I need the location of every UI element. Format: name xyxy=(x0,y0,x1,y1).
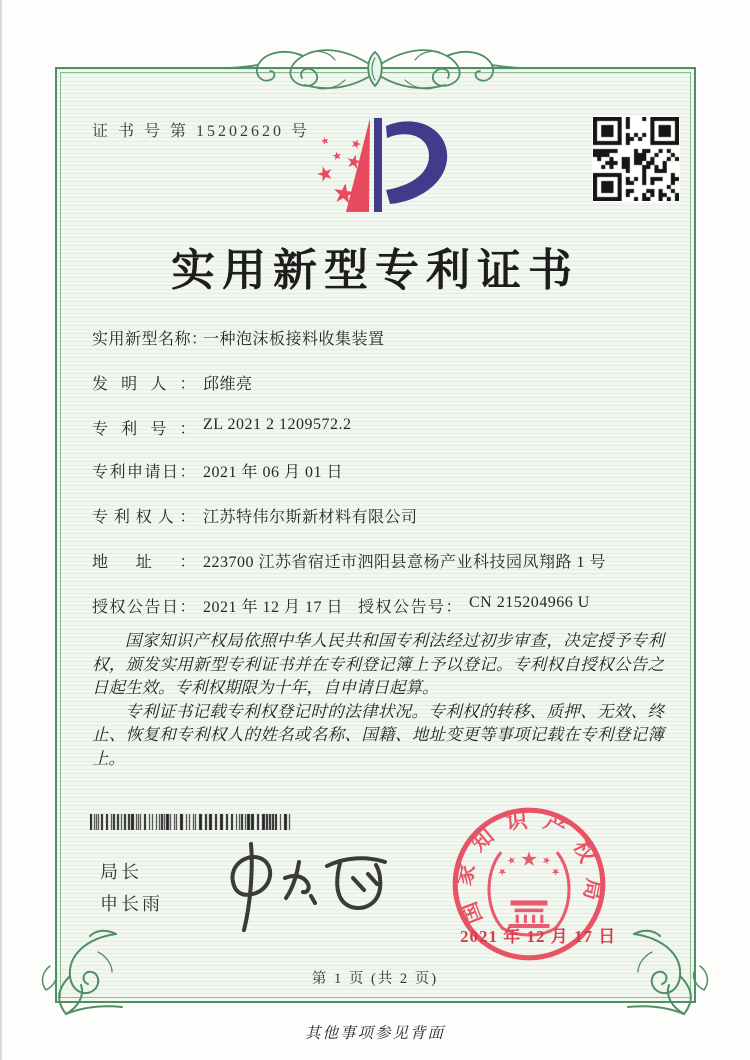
legal-paragraph-2: 专利证书记载专利权登记时的法律状况。专利权的转移、质押、无效、终止、恢复和专利权人的姓名或名称、国籍、地址变更等事项记载在专利登记簿上。 xyxy=(92,701,664,768)
field-label: 实用新型名称： xyxy=(92,331,208,348)
field-value: 邱维亮 xyxy=(203,376,253,393)
field-value: 2021 年 12 月 17 日 xyxy=(203,599,344,616)
scan-edge-shadow xyxy=(0,0,3,1060)
certificate-title: 实用新型专利证书 xyxy=(171,246,579,295)
field-label: 专利申请日： xyxy=(92,464,196,481)
field-label: 专利权人： xyxy=(92,509,196,526)
field-row-patentee xyxy=(92,504,662,527)
field-label: 授权公告号： xyxy=(358,599,462,616)
legal-paragraph-1: 国家知识产权局依照中华人民共和国专利法经过初步审查，决定授予专利权，颁发实用新型专利证书并在专利登记簿上予以登记。专利权自授权公告之日起生效。专利权期限为十年，自申请日起算。 xyxy=(92,631,664,697)
field-row-utility-model-name xyxy=(92,326,662,349)
seal-date: 2021 年 12 月 17 日 xyxy=(460,927,617,946)
cnipa-logo-icon xyxy=(298,110,460,218)
field-row-patent-number xyxy=(92,416,662,439)
field-value: 2021 年 06 月 01 日 xyxy=(203,464,344,481)
commissioner-signature-icon xyxy=(215,836,400,938)
page-indicator: 第 1 页 (共 2 页) xyxy=(311,971,439,987)
field-row-inventor xyxy=(92,371,662,394)
field-label: 地址： xyxy=(92,554,196,571)
seal-agency-text: 国家知识产权局 xyxy=(451,807,607,928)
field-label: 授权公告日： xyxy=(92,599,196,616)
field-value: CN 215204966 U xyxy=(469,594,590,611)
field-row-address xyxy=(92,549,662,572)
field-value: 一种泡沫板接料收集装置 xyxy=(203,331,385,348)
field-label: 专利号： xyxy=(92,421,196,438)
legal-text-block xyxy=(92,629,664,770)
commissioner-name: 申长雨 xyxy=(100,894,163,914)
back-note: 其他事项参见背面 xyxy=(304,1025,445,1042)
field-grant-number xyxy=(358,594,590,617)
field-grant-date xyxy=(92,599,343,616)
commissioner-title: 局长 xyxy=(100,862,142,882)
field-value: 223700 江苏省宿迁市泗阳县意杨产业科技园凤翔路 1 号 xyxy=(203,554,607,571)
field-label: 发明人： xyxy=(92,376,196,393)
barcode xyxy=(90,814,292,830)
field-row-grant xyxy=(92,594,662,617)
field-value: ZL 2021 2 1209572.2 xyxy=(203,416,352,433)
field-row-filing-date xyxy=(92,459,662,482)
certificate-number: 证 书 号 第 15202620 号 xyxy=(92,123,311,140)
field-value: 江苏特伟尔斯新材料有限公司 xyxy=(203,509,418,526)
qr-code xyxy=(592,116,680,202)
